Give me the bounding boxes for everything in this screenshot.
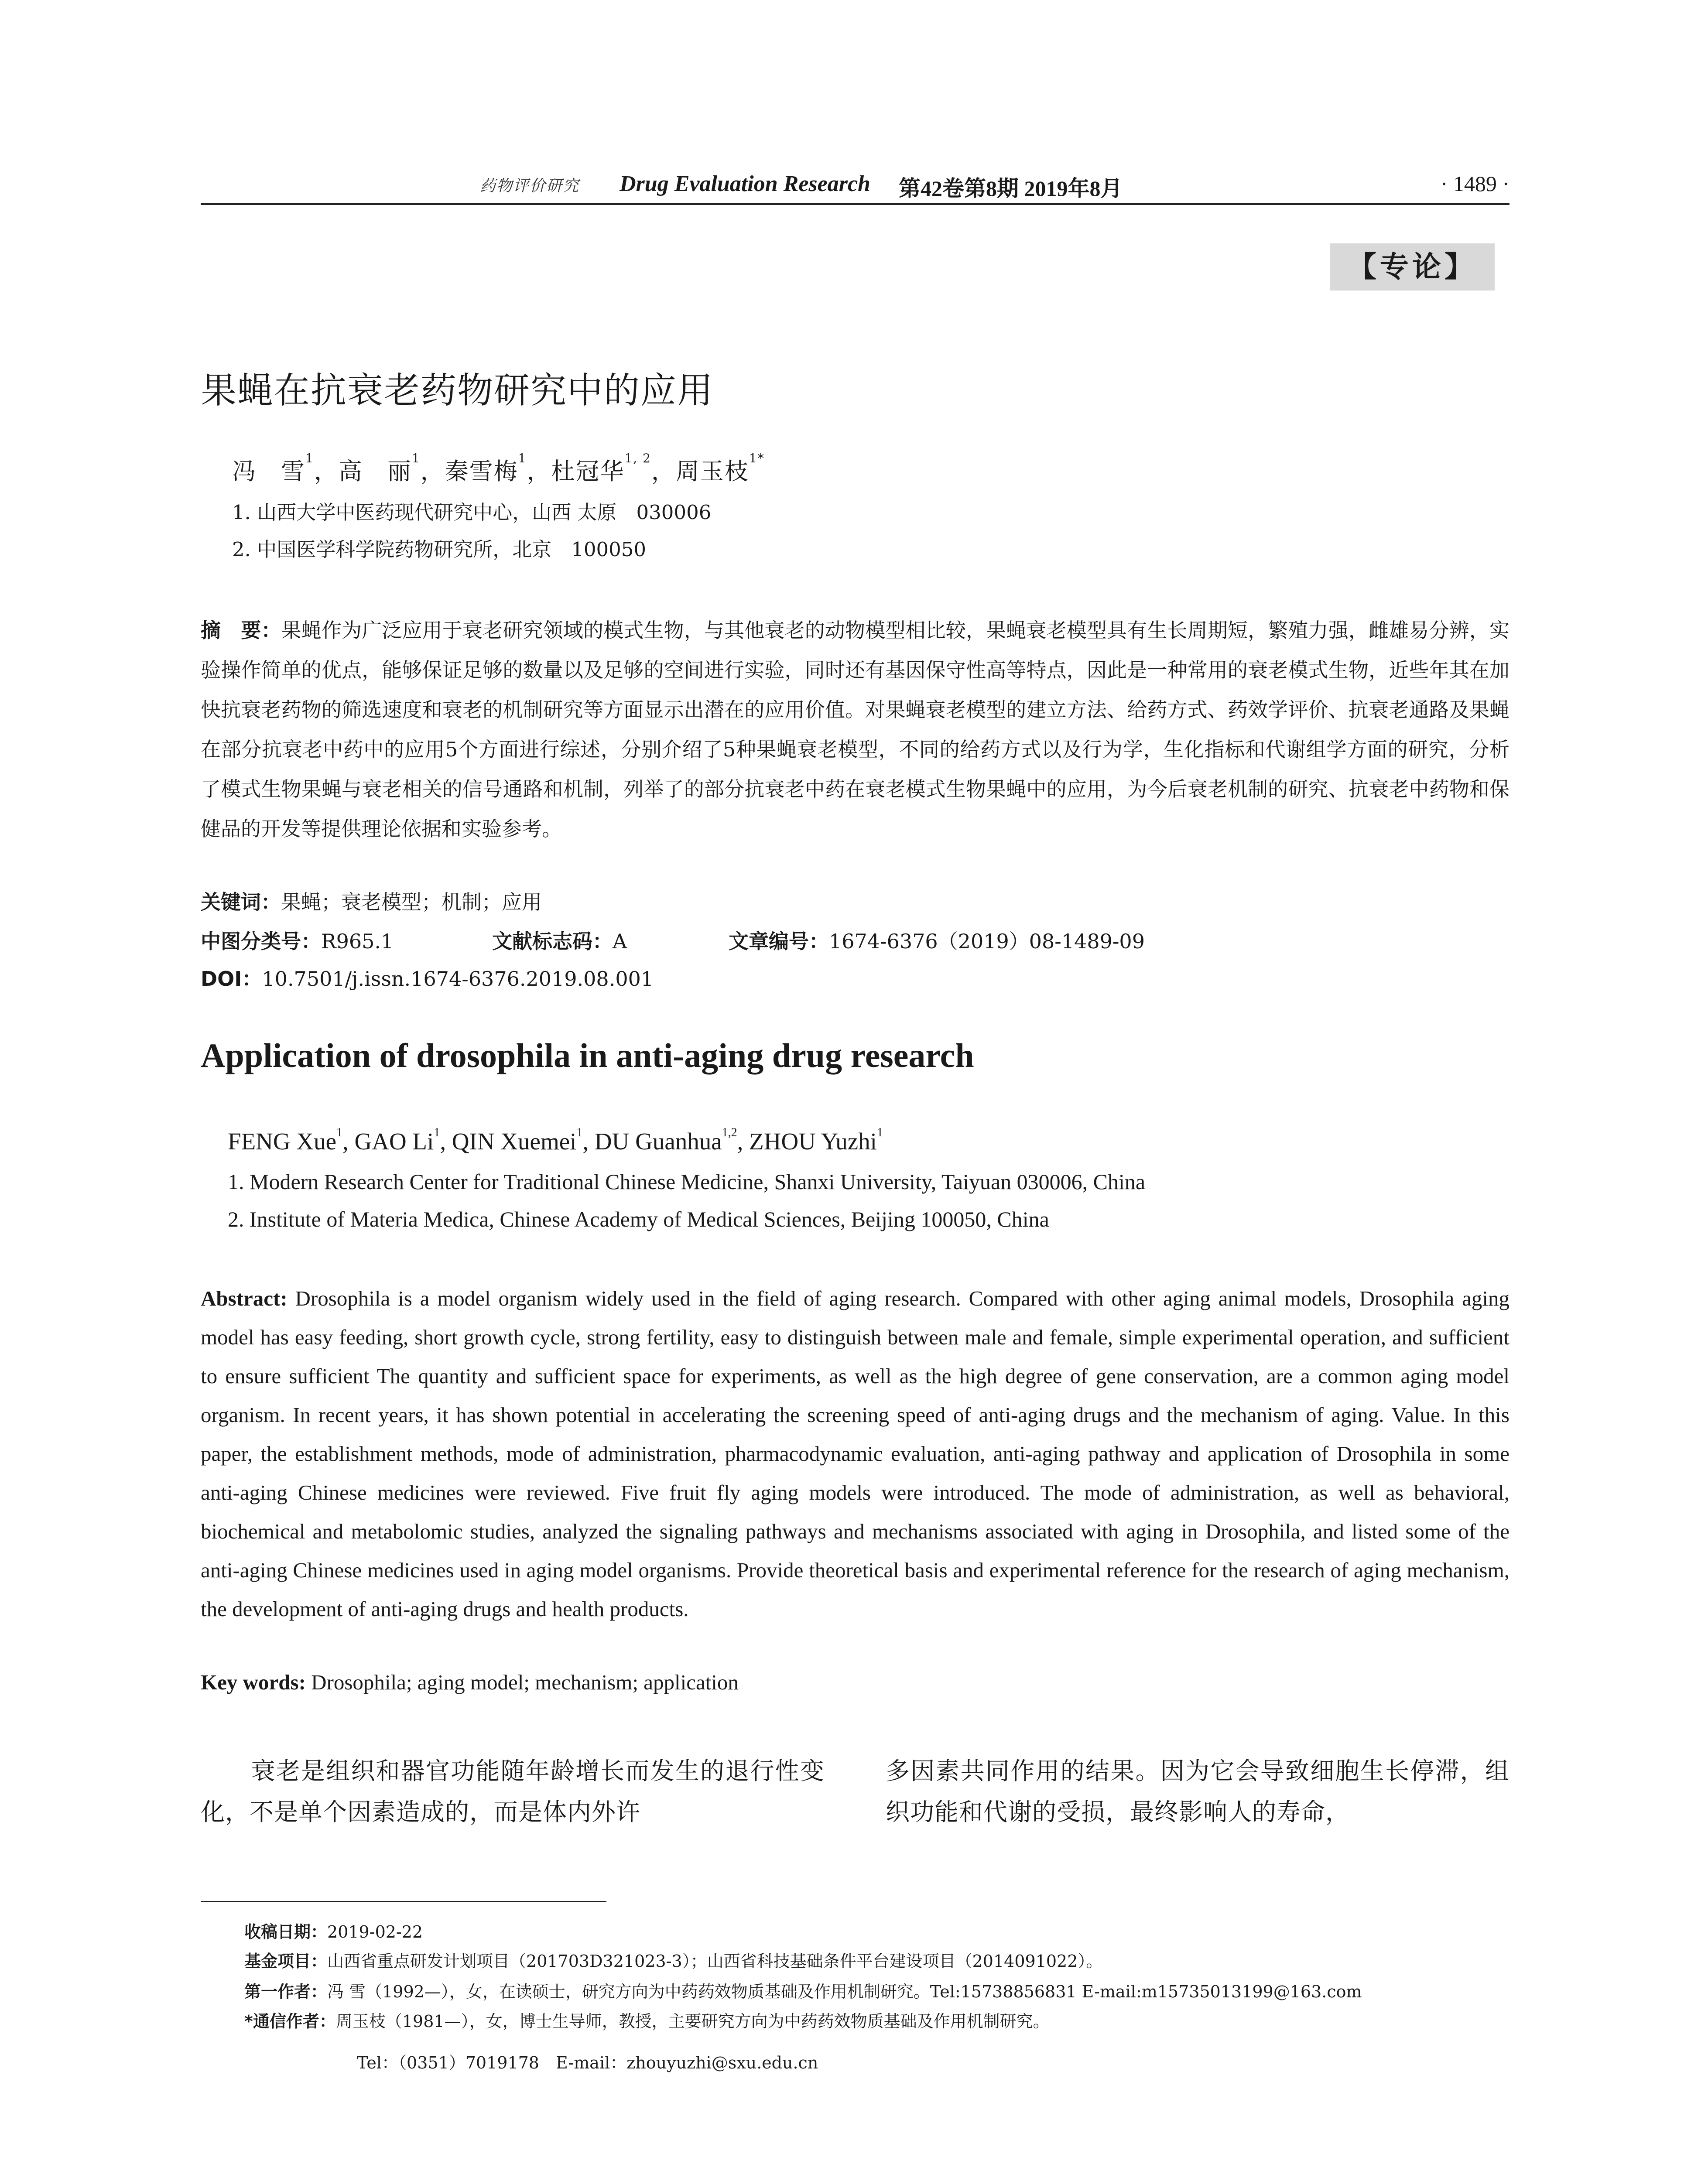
affiliation-cn-1: 1. 山西大学中医药现代研究中心，山西 太原 030006 [232,501,712,524]
fund-label: 基金项目： [244,1952,328,1971]
author-sup-en: 1 [876,1126,883,1139]
footnote-fund [244,1948,1102,1972]
footnote-received [244,1918,423,1942]
keywords-en [201,1670,739,1695]
author-name: 周玉枝 [675,458,749,485]
author-name-en: GAO Li [354,1128,434,1155]
author-sup-en: 1 [434,1126,440,1139]
author-sup: 1, 2 [624,451,651,465]
authors-en: FENG Xue$^1$, GAO Li$^1$, QIN Xuemei$^1$, DU Guanhua$^{1,2}$, ZHOU Yuzhi$^1$ [228,1126,883,1155]
doc-code-label: 文献标志码： [492,930,613,953]
page-number: · 1489 · [1440,171,1509,196]
author-name: 秦雪梅 [445,458,518,485]
keywords-cn-label: 关键词： [201,890,281,914]
affiliation-en-2: 2. Institute of Materia Medica, Chinese Academy of Medical Sciences, Beijing 100050, China [228,1207,1049,1231]
received-value: 2019-02-22 [327,1922,423,1942]
author-sup: 1 [411,451,421,465]
doc-code-value: A [613,930,627,953]
abstract-cn-label: 摘 要： [201,619,281,642]
affiliation-cn-2: 2. 中国医学科学院药物研究所，北京 100050 [232,538,647,561]
author-name: 冯 雪 [232,458,305,485]
keywords-en-text: Drosophila; aging model; mechanism; application [311,1670,739,1694]
author-sup-en: 1,2 [722,1126,737,1139]
doi-value: 10.7501/j.issn.1674-6376.2019.08.001 [262,967,654,991]
footnote-corresponding [244,2008,1050,2032]
author-sup-en: 1 [576,1126,583,1139]
doi-line [201,963,654,992]
keywords-en-label: Key words: [201,1670,306,1694]
issue-info: 第42卷第8期 2019年8月 [899,176,1123,201]
keywords-cn [201,886,542,915]
header-rule [201,203,1509,205]
footnote-first-author [244,1978,1362,2002]
title-en: Application of drosophila in anti-aging drug research [201,1036,974,1074]
received-label: 收稿日期： [244,1922,328,1942]
article-id-value: 1674-6376（2019）08-1489-09 [829,930,1145,953]
author-sup: 1 [518,451,527,465]
author-name: 高 丽 [338,458,412,485]
body-column-right: 多因素共同作用的结果。因为它会导致细胞生长停滞，组织功能和代谢的受损，最终影响人的寿命， [886,1757,1509,1826]
abstract-cn-text: 果蝇作为广泛应用于衰老研究领域的模式生物，与其他衰老的动物模型相比较，果蝇衰老模型具有生长周期短，繁殖力强，雌雄易分辨，实验操作简单的优点，能够保证足够的数量以及足够的空间进行实验，同时还有基因保守性高等特点，因此是一种常用的衰老模式生物，近些年其在加快抗衰老药物的筛选速度和衰老的机制研究等方面显示出潜在的应用价值。对果蝇衰老模型的建立方法、给药方式、药效学评价、抗衰老通路及果蝇在部分抗衰老中药中的应用5个方面进行综述，分别介绍了5种果蝇衰老模型，不同的给药方式以及行为学，生化指标和代谢组学方面的研究，分析了模式生物果蝇与衰老相关的信号通路和机制，列举了的部分抗衰老中药在衰老模式生物果蝇中的应用，为今后衰老机制的研究、抗衰老中药物和保健品的开发等提供理论依据和实验参考。 [201,619,1509,841]
author-name-en: ZHOU Yuzhi [749,1128,877,1155]
journal-logo: 药物评价研究 [480,177,580,195]
abstract-cn [201,611,1509,849]
doi-label: DOI： [201,967,262,991]
affiliation-en-1: 1. Modern Research Center for Traditional Chinese Medicine, Shanxi University, Taiyuan 030006, China [228,1169,1146,1194]
abstract-en [201,1279,1509,1628]
classification-line [201,926,1509,952]
journal-name: Drug Evaluation Research [620,171,870,196]
first-author-label: 第一作者： [244,1982,328,2001]
corresponding-label: *通信作者： [244,2012,336,2031]
fund-value: 山西省重点研发计划项目（201703D321023-3）；山西省科技基础条件平台建设项目（2014091022）。 [327,1952,1103,1971]
article-id-label: 文章编号： [729,930,829,953]
author-sup: 1* [749,451,765,465]
abstract-en-label: Abstract: [201,1286,288,1310]
keywords-cn-text: 果蝇；衰老模型；机制；应用 [281,890,542,914]
author-name-en: QIN Xuemei [452,1128,577,1155]
author-sup-en: 1 [336,1126,343,1139]
footnote-contact: Tel：（0351）7019178 E-mail：zhouyuzhi@sxu.edu.cn [357,2053,818,2072]
author-name: 杜冠华 [551,458,625,485]
footnote-rule [201,1901,606,1902]
column-badge: 【专论】 [1330,243,1495,291]
corresponding-value: 周玉枝（1981—），女，博士生导师，教授，主要研究方向为中药药效物质基础及作用机制研究。 [335,2012,1050,2031]
authors-cn: 冯 雪$^1$，高 丽$^1$，秦雪梅$^1$，杜冠华$^{1, 2}$，周玉枝$^{1*}$ [232,451,765,485]
title-cn: 果蝇在抗衰老药物研究中的应用 [201,370,714,411]
author-name-en: FENG Xue [228,1128,337,1155]
running-header [201,171,1509,202]
clc-value: R965.1 [321,930,394,953]
author-sup: 1 [305,451,314,465]
author-name-en: DU Guanhua [594,1128,722,1155]
first-author-value: 冯 雪（1992—），女，在读硕士，研究方向为中药药效物质基础及作用机制研究。Tel:15738856831 E-mail:m15735013199@163.com [327,1982,1362,2001]
clc-label: 中图分类号： [201,930,321,953]
body-column-left: 衰老是组织和器官功能随年龄增长而发生的退行性变化，不是单个因素造成的，而是体内外许 [201,1757,825,1826]
abstract-en-text: Drosophila is a model organism widely used in the field of aging research. Compared with other aging animal models, Drosophila aging model has easy feeding, short growth cycle, strong fertility, easy to distinguish between male and female, simple experimental operation, and sufficient to ensure sufficient The quantity and sufficient space for experiments, as well as the high degree of gene conservation, are a common aging model organism. In recent years, it has shown potential in accelerating the screening speed of anti-aging drugs and the mechanism of aging. Value. In this paper, the establishment methods, mode of administration, pharmacodynamic evaluation, anti-aging pathway and application of Drosophila in some anti-aging Chinese medicines were reviewed. Five fruit fly aging models were introduced. The mode of administration, as well as behavioral, biochemical and metabolomic studies, analyzed the signaling pathways and mechanisms associated with aging in Drosophila, and listed some of the anti-aging Chinese medicines used in aging model organisms. Provide theoretical basis and experimental reference for the research of aging mechanism, the development of anti-aging drugs and health products. [201,1286,1509,1621]
